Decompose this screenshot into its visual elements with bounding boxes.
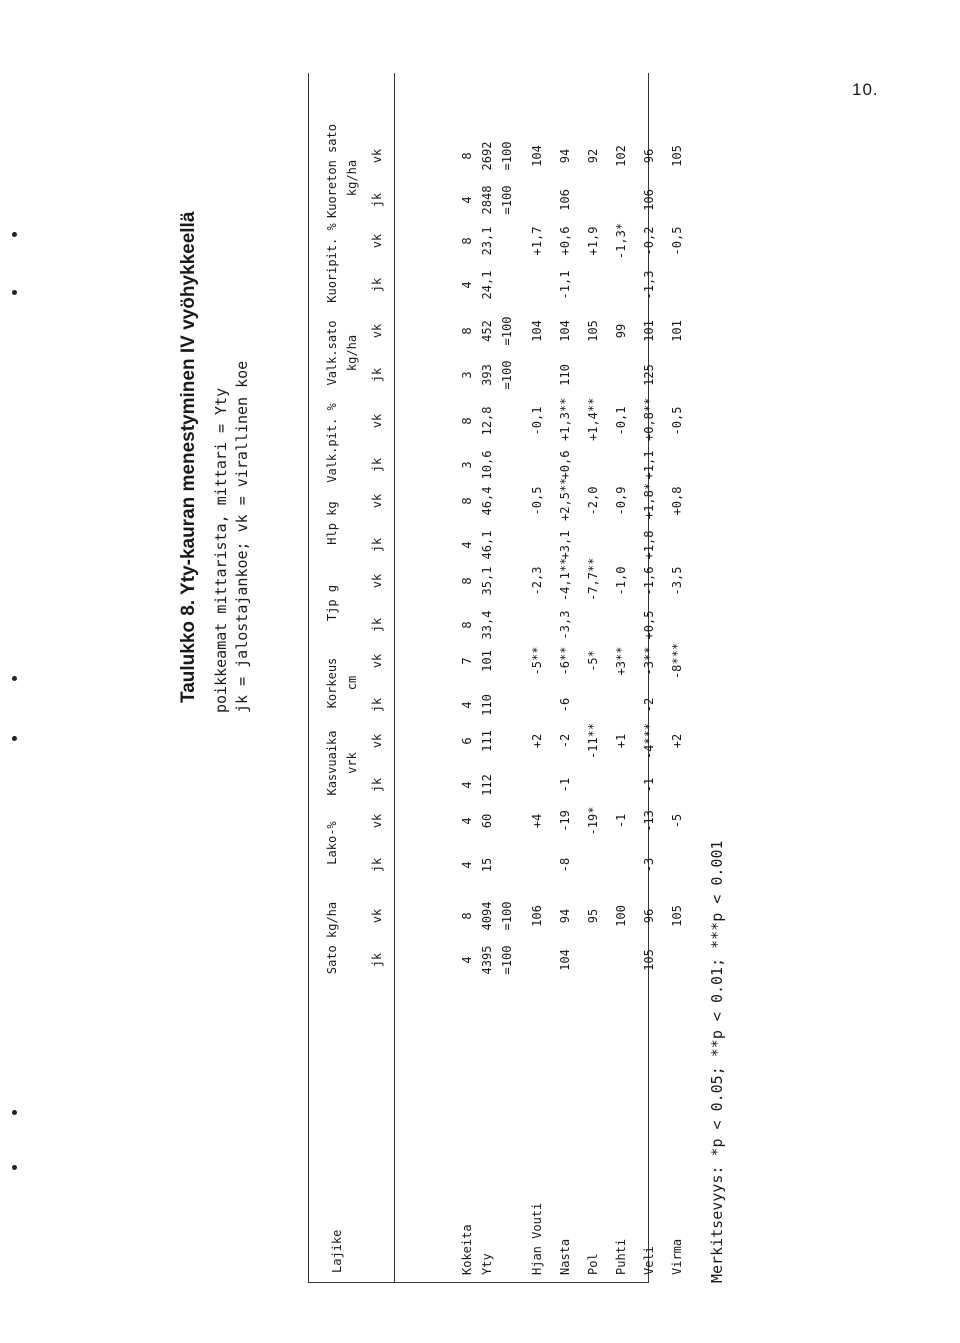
header-vk: vk — [370, 733, 384, 749]
table-cell: 106 — [642, 189, 656, 211]
scan-speck — [12, 1110, 17, 1115]
table-cell: 110 — [558, 364, 572, 386]
significance-note: Merkitsevyys: *p < 0.05; **p < 0.01; ***p < 0.001 — [708, 840, 726, 1283]
table-cell: -13 — [642, 810, 656, 832]
table-cell: -2,0 — [586, 486, 600, 516]
table-cell: 3 — [460, 461, 474, 469]
table-cell: -2 — [642, 697, 656, 713]
table-cell: 8 — [460, 621, 474, 629]
table-cell: =100 — [500, 185, 514, 215]
header-jk: jk — [370, 952, 384, 968]
header-jk: jk — [370, 457, 384, 473]
header-vk: vk — [370, 413, 384, 429]
row-label: Yty — [480, 1253, 494, 1275]
header-jk: jk — [370, 777, 384, 793]
table-cell: 104 — [530, 145, 544, 167]
table-cell: +1,4** — [586, 397, 600, 441]
table-cell: 4 — [460, 956, 474, 964]
table-cell: 8 — [460, 152, 474, 160]
header-vk: vk — [370, 323, 384, 339]
header-group: Kasvuaika — [325, 730, 339, 796]
subtitle-line-1: poikkeamat mittarista, mittari = Yty — [212, 387, 230, 713]
table-cell: +1,9 — [586, 226, 600, 256]
scan-speck — [12, 1165, 17, 1170]
table-cell: -1 — [614, 813, 628, 829]
header-vk: vk — [370, 573, 384, 589]
table-cell: 105 — [642, 949, 656, 971]
table-cell: -0,2 — [642, 226, 656, 256]
table-cell: -3** — [642, 646, 656, 676]
table-cell: 104 — [530, 320, 544, 342]
table-cell: 46,1 — [480, 530, 494, 560]
table-cell: +0,6 — [558, 450, 572, 480]
table-cell: 4094 — [480, 901, 494, 931]
table-cell: -8 — [558, 857, 572, 873]
table-cell: +1,8 — [642, 530, 656, 560]
table-cell: -6 — [558, 697, 572, 713]
table-cell: -1,3 — [642, 270, 656, 300]
header-jk: jk — [370, 367, 384, 383]
table-cell: -4,1** — [558, 557, 572, 601]
table-cell: -8*** — [670, 642, 684, 680]
table-cell: 6 — [460, 737, 474, 745]
table-cell: +1,8* — [642, 482, 656, 520]
table-cell: -0,5 — [670, 226, 684, 256]
table-cell: 7 — [460, 657, 474, 665]
header-lajike: Lajike — [330, 1229, 344, 1273]
table-cell: -5** — [530, 646, 544, 676]
table-cell: -5* — [586, 650, 600, 672]
header-group: Hlp kg — [325, 501, 339, 545]
header-vk: vk — [370, 653, 384, 669]
table-cell: 125 — [642, 364, 656, 386]
table-cell: -1,3* — [614, 222, 628, 260]
table-cell: -0,1 — [614, 406, 628, 436]
header-jk: jk — [370, 277, 384, 293]
table-cell: 99 — [614, 323, 628, 339]
table-cell: =100 — [500, 141, 514, 171]
scan-speck — [12, 290, 17, 295]
table-cell: 102 — [614, 145, 628, 167]
table-header-rule — [394, 73, 395, 1283]
table-cell: 94 — [558, 908, 572, 924]
table-cell: +2,5** — [558, 477, 572, 521]
table-cell: -3 — [642, 857, 656, 873]
table-cell: -0,5 — [530, 486, 544, 516]
header-group-unit: vrk — [345, 752, 359, 774]
table-cell: 46,4 — [480, 486, 494, 516]
table-cell: 8 — [460, 417, 474, 425]
header-group-unit: cm — [345, 675, 359, 691]
table-cell: 2848 — [480, 185, 494, 215]
table-cell: -1 — [642, 777, 656, 793]
table-cell: -6** — [558, 646, 572, 676]
subtitle-line-2: jk = jalostajankoe; vk = virallinen koe — [233, 360, 251, 713]
table-cell: 452 — [480, 320, 494, 342]
table-cell: 96 — [642, 908, 656, 924]
table-cell: 106 — [558, 189, 572, 211]
table-cell: 101 — [642, 320, 656, 342]
table-cell: 110 — [480, 694, 494, 716]
table-cell: 35,1 — [480, 566, 494, 596]
table-top-rule — [308, 73, 309, 1283]
header-vk: vk — [370, 813, 384, 829]
table-cell: +0,5 — [642, 610, 656, 640]
row-label: Hjan Vouti — [530, 1202, 544, 1275]
header-group-unit: kg/ha — [345, 334, 359, 372]
table-cell: -1,1 — [558, 270, 572, 300]
table-cell: -1,6 — [642, 566, 656, 596]
table-cell: 8 — [460, 577, 474, 585]
table-cell: +0,8** — [642, 397, 656, 441]
table-cell: +4 — [530, 813, 544, 829]
table-cell: =100 — [500, 945, 514, 975]
table-cell: 111 — [480, 730, 494, 752]
table-cell: -3,5 — [670, 566, 684, 596]
table-cell: 4 — [460, 281, 474, 289]
table-cell: -7,7** — [586, 557, 600, 601]
table-cell: 33,4 — [480, 610, 494, 640]
table-cell: 12,8 — [480, 406, 494, 436]
table-cell: 8 — [460, 327, 474, 335]
table-cell: 8 — [460, 237, 474, 245]
table-cell: 393 — [480, 364, 494, 386]
table-cell: 105 — [586, 320, 600, 342]
table-cell: 4395 — [480, 945, 494, 975]
row-label: Veli — [642, 1246, 656, 1275]
table-cell: +2 — [670, 733, 684, 749]
table-cell: -2,3 — [530, 566, 544, 596]
header-group: Lako-% — [325, 821, 339, 865]
table-left-rule — [308, 1282, 648, 1283]
table-cell: 101 — [670, 320, 684, 342]
header-group: Tjp g — [325, 584, 339, 622]
table-cell: 4 — [460, 861, 474, 869]
page-number: 10. — [852, 80, 879, 99]
table-cell: -11** — [586, 722, 600, 760]
header-group: Valk.pit. % — [325, 403, 339, 483]
table-cell: 4 — [460, 196, 474, 204]
row-label: Virma — [670, 1238, 684, 1275]
row-label: Puhti — [614, 1238, 628, 1275]
table-cell: 105 — [670, 905, 684, 927]
table-cell: +1,7 — [530, 226, 544, 256]
table-cell: +3** — [614, 646, 628, 676]
header-group: Kuoreton sato — [325, 124, 339, 218]
header-vk: vk — [370, 148, 384, 164]
table-cell: 101 — [480, 650, 494, 672]
row-label: Kokeita — [460, 1224, 474, 1275]
table-cell: 15 — [480, 857, 494, 873]
table-cell: -1,0 — [614, 566, 628, 596]
table-cell: -19 — [558, 810, 572, 832]
header-vk: vk — [370, 908, 384, 924]
header-group: Sato kg/ha — [325, 901, 339, 975]
table-cell: 95 — [586, 908, 600, 924]
table-cell: -2 — [558, 733, 572, 749]
row-label: Pol — [586, 1253, 600, 1275]
header-vk: vk — [370, 493, 384, 509]
table-cell: 8 — [460, 497, 474, 505]
header-jk: jk — [370, 697, 384, 713]
table-cell: 100 — [614, 905, 628, 927]
header-jk: jk — [370, 192, 384, 208]
table-cell: -1 — [558, 777, 572, 793]
table-cell: =100 — [500, 901, 514, 931]
table-cell: =100 — [500, 316, 514, 346]
table-cell: +3,1 — [558, 530, 572, 560]
table-cell: -0,1 — [530, 406, 544, 436]
table-cell: 10,6 — [480, 450, 494, 480]
table-cell: +1 — [614, 733, 628, 749]
header-group: Korkeus — [325, 657, 339, 709]
row-label: Nasta — [558, 1238, 572, 1275]
table-cell: -0,5 — [670, 406, 684, 436]
table-cell: 2692 — [480, 141, 494, 171]
table-cell: -3,3 — [558, 610, 572, 640]
table-cell: 3 — [460, 371, 474, 379]
table-cell: =100 — [500, 360, 514, 390]
table-cell: +0,6 — [558, 226, 572, 256]
table-cell: 105 — [670, 145, 684, 167]
header-group: Valk.sato — [325, 320, 339, 386]
header-group: Kuoripit. % — [325, 223, 339, 303]
table-cell: 104 — [558, 949, 572, 971]
table-cell: 23,1 — [480, 226, 494, 256]
table-title: Taulukko 8. Yty-kauran menestyminen IV vyöhykkeellä — [178, 211, 199, 703]
table-cell: 4 — [460, 781, 474, 789]
table-cell: 8 — [460, 912, 474, 920]
scan-speck — [12, 232, 17, 237]
table-cell: 24,1 — [480, 270, 494, 300]
header-jk: jk — [370, 617, 384, 633]
table-cell: 4 — [460, 817, 474, 825]
table-cell: 94 — [558, 148, 572, 164]
table-cell: +0,8 — [670, 486, 684, 516]
table-cell: 106 — [530, 905, 544, 927]
table-cell: 104 — [558, 320, 572, 342]
table-cell: -0,9 — [614, 486, 628, 516]
header-jk: jk — [370, 537, 384, 553]
table-cell: +2 — [530, 733, 544, 749]
table-cell: 112 — [480, 774, 494, 796]
table-cell: +1,1 — [642, 450, 656, 480]
table-cell: -5 — [670, 813, 684, 829]
table-cell: 4 — [460, 701, 474, 709]
table-cell: -19* — [586, 806, 600, 836]
scan-speck — [12, 736, 17, 741]
table-cell: 4 — [460, 541, 474, 549]
header-jk: jk — [370, 857, 384, 873]
header-group-unit: kg/ha — [345, 159, 359, 197]
table-cell: 92 — [586, 148, 600, 164]
table-cell: 96 — [642, 148, 656, 164]
table-cell: -4*** — [642, 722, 656, 760]
header-vk: vk — [370, 233, 384, 249]
table-cell: 60 — [480, 813, 494, 829]
scan-speck — [12, 676, 17, 681]
table-cell: +1,3** — [558, 397, 572, 441]
